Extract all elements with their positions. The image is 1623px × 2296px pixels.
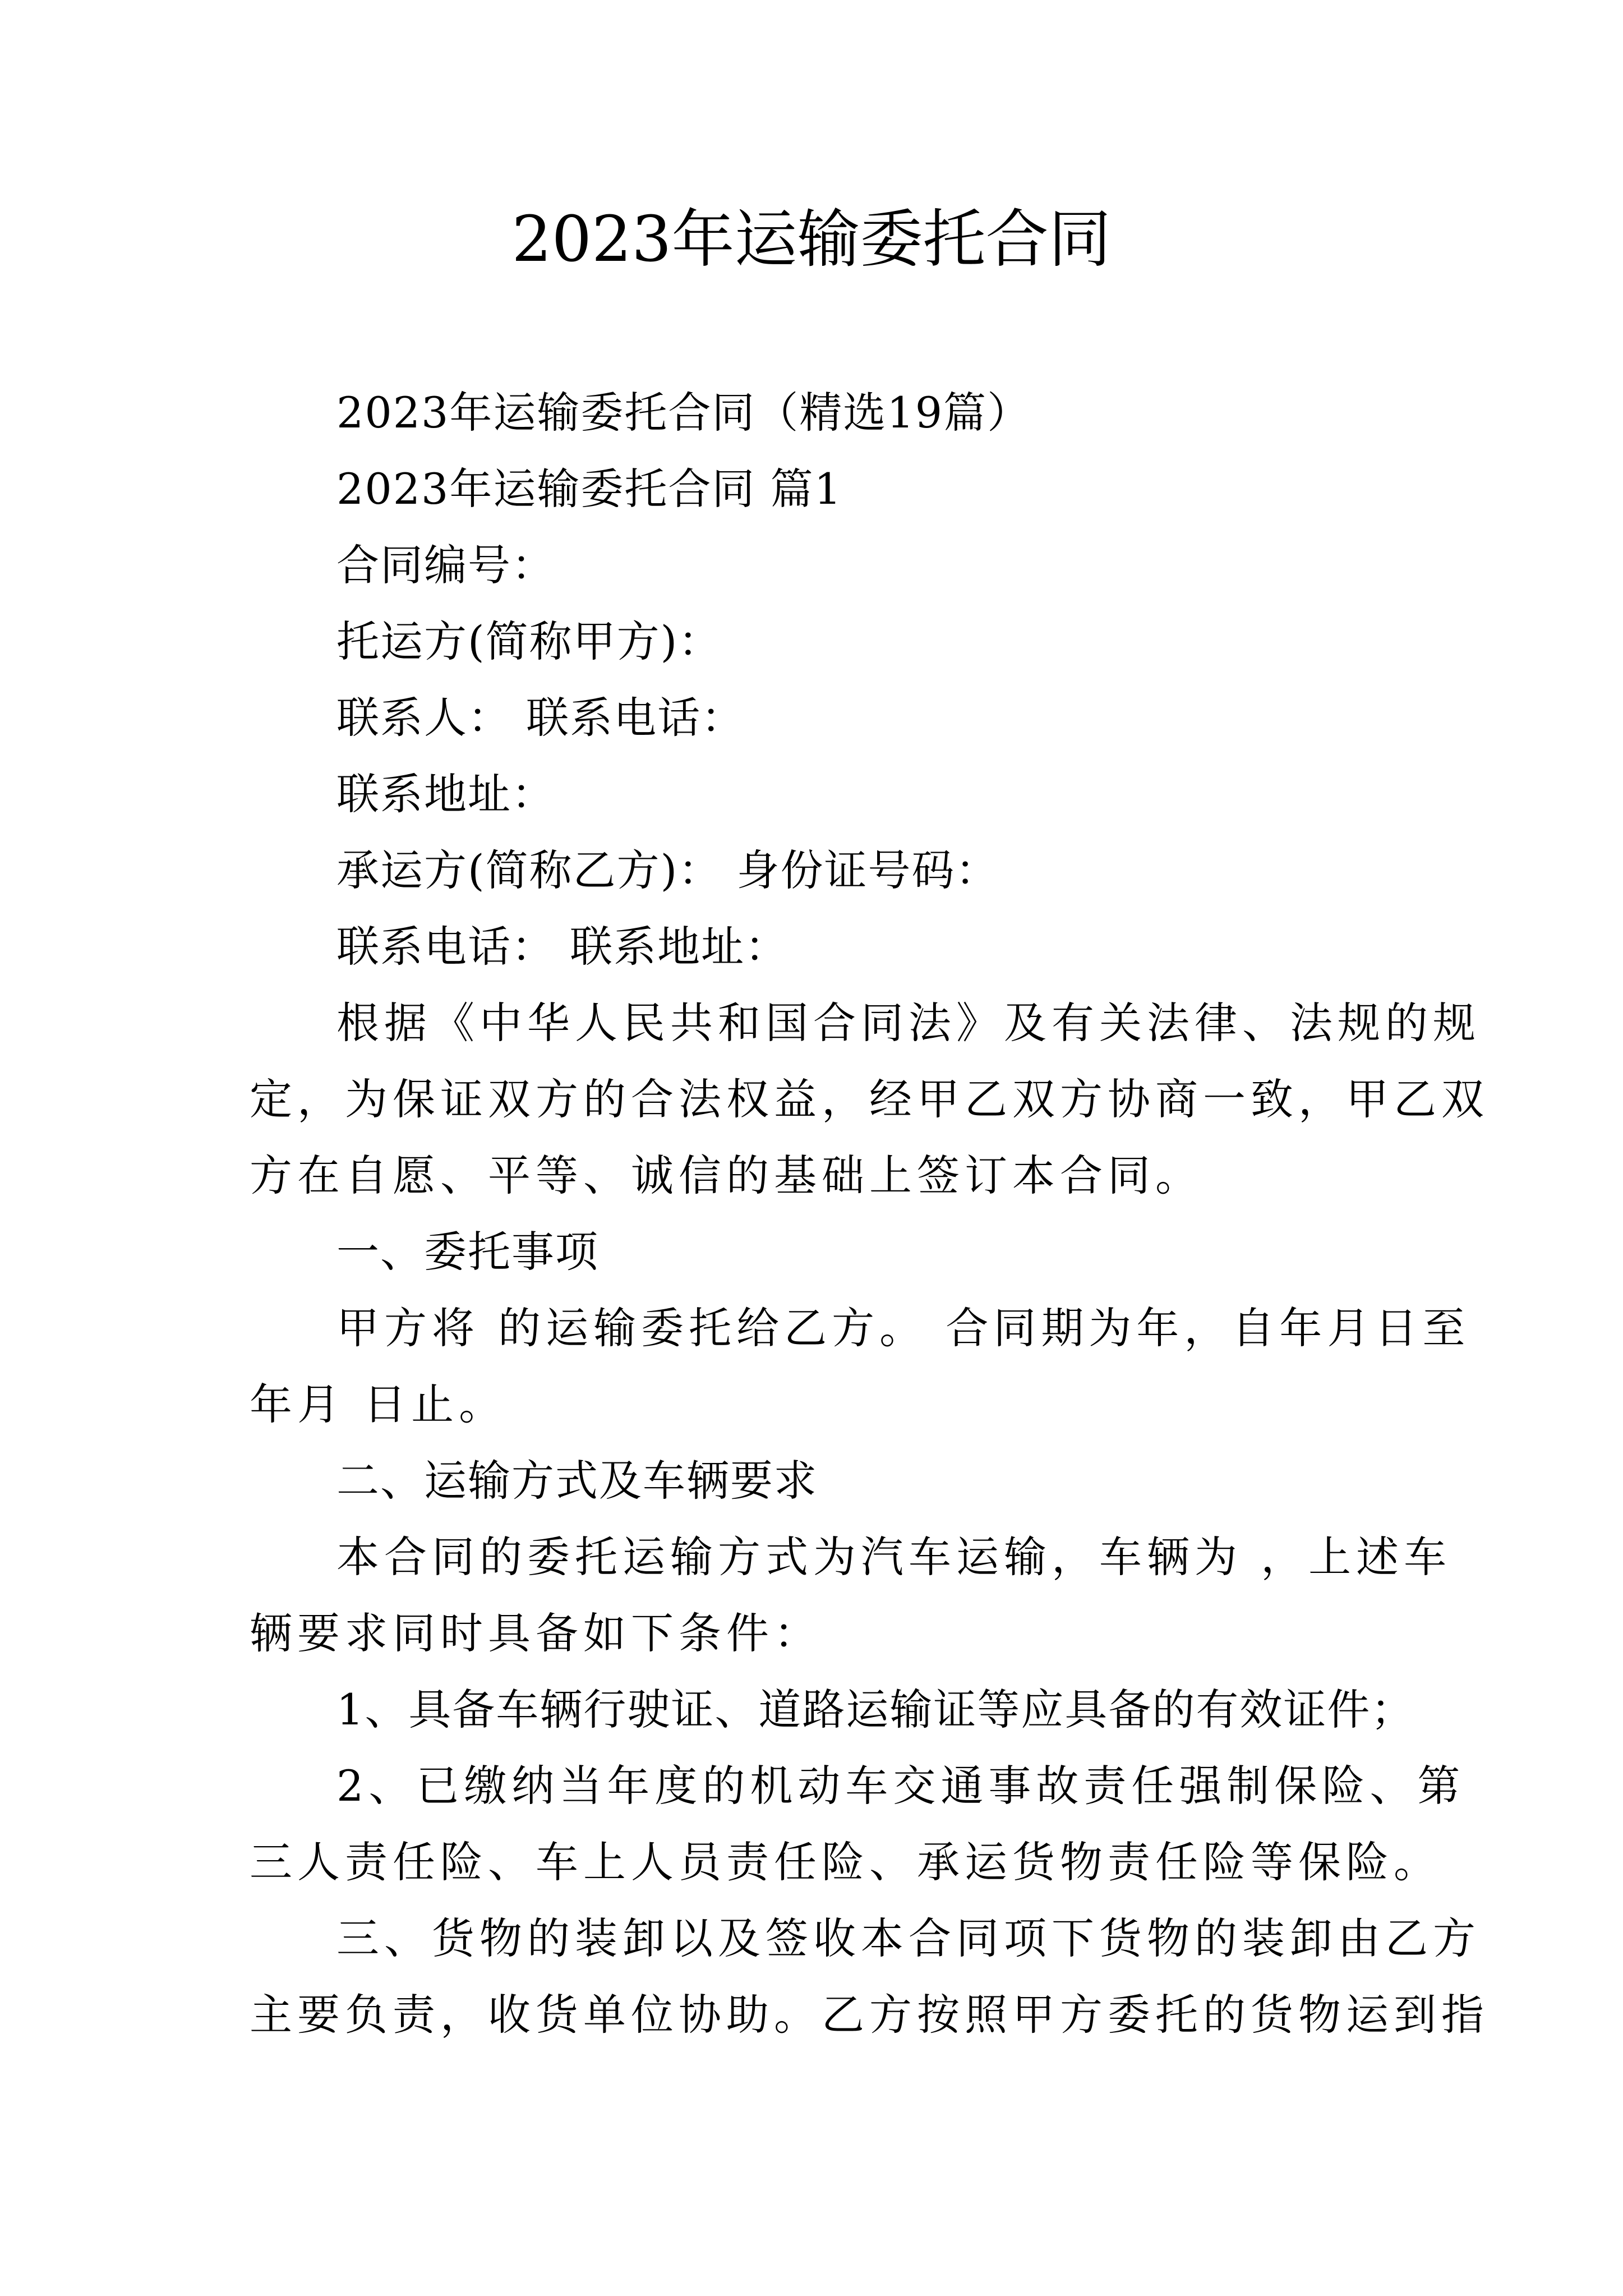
body-text-line: 主要负责，收货单位协助。乙方按照甲方委托的货物运到指 bbox=[250, 1990, 1489, 2040]
body-text-line: 本合同的委托运输方式为汽车运输，车辆为 ，上述车 bbox=[336, 1532, 1452, 1582]
body-text-line: 1、具备车辆行驶证、道路运输证等应具备的有效证件； bbox=[336, 1685, 1415, 1734]
body-text-line: 定，为保证双方的合法权益，经甲乙双方协商一致，甲乙双 bbox=[250, 1074, 1489, 1124]
contact-person-line: 联系人： 联系电话： bbox=[336, 693, 745, 743]
shipper-line: 托运方(简称甲方)： bbox=[336, 616, 722, 666]
carrier-contact-line: 联系电话： 联系地址： bbox=[336, 922, 789, 972]
document-title: 2023年运输委托合同 bbox=[511, 203, 1112, 276]
subtitle-line: 2023年运输委托合同（精选19篇） bbox=[336, 388, 1031, 438]
section-heading-line: 2023年运输委托合同 篇1 bbox=[336, 464, 842, 514]
body-text-line: 辆要求同时具备如下条件： bbox=[250, 1608, 822, 1658]
body-text-line: 方在自愿、平等、诚信的基础上签订本合同。 bbox=[250, 1151, 1203, 1200]
clause-heading: 二、运输方式及车辆要求 bbox=[336, 1456, 818, 1506]
body-text-line: 三、货物的装卸以及签收本合同项下货物的装卸由乙方 bbox=[336, 1913, 1481, 1963]
body-text-line: 甲方将 的运输委托给乙方。 合同期为年，自年月日至 bbox=[336, 1303, 1470, 1353]
body-text-line: 根据《中华人民共和国合同法》及有关法律、法规的规 bbox=[336, 998, 1481, 1048]
body-text-line: 2、已缴纳当年度的机动车交通事故责任强制保险、第 bbox=[336, 1761, 1465, 1811]
contract-number-line: 合同编号： bbox=[336, 540, 555, 590]
clause-heading: 一、委托事项 bbox=[336, 1227, 599, 1277]
body-text-line: 年月 日止。 bbox=[250, 1379, 507, 1429]
contact-address-line: 联系地址： bbox=[336, 769, 555, 819]
body-text-line: 三人责任险、车上人员责任险、承运货物责任险等保险。 bbox=[250, 1837, 1441, 1887]
carrier-line: 承运方(简称乙方)： 身份证号码： bbox=[336, 845, 999, 895]
